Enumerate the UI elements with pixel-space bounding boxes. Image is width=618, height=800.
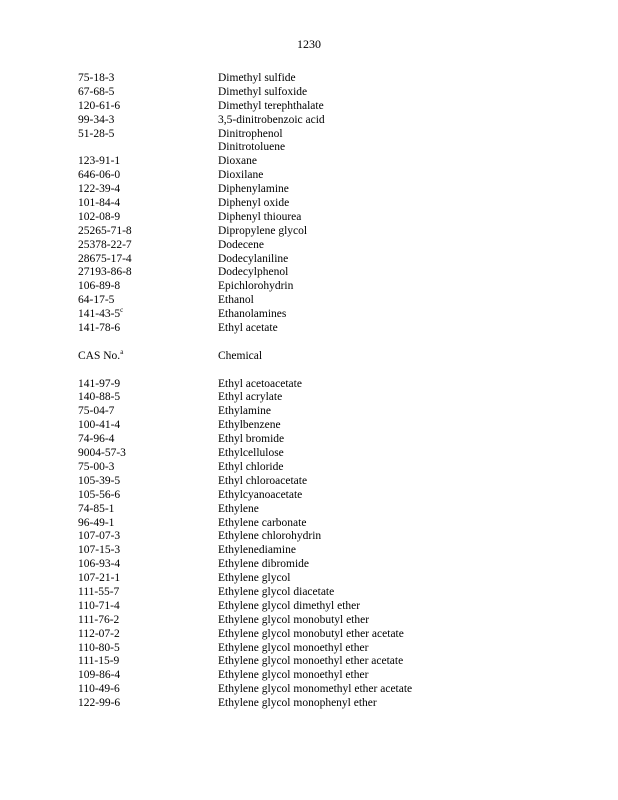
chemical-name: Ethylene carbonate [218,516,307,529]
chemical-name: Ethyl chloroacetate [218,474,308,487]
chemical-name: Ethylcyanoacetate [218,488,303,501]
cas-number: 67-68-5 [78,85,115,98]
cas-number: 101-84-4 [78,197,121,210]
table-row [78,225,498,239]
chemical-name: Ethylene [218,502,259,515]
table-row [78,558,498,572]
cas-number: 99-34-3 [78,113,115,126]
chemical-name: Ethylene glycol monoethyl ether [218,641,369,654]
table-header-row [78,347,498,364]
table-row [78,405,498,419]
page-number: 1230 [297,37,321,51]
cas-number: 75-00-3 [78,460,115,473]
cas-number: 123-91-1 [78,155,121,168]
table-section-2 [78,378,498,711]
chemical-name: Ethanolamines [218,308,287,321]
table-row [78,72,498,86]
chemical-name: Diphenyl oxide [218,197,290,210]
chemical-name: Ethylenediamine [218,544,296,557]
cas-number: 122-39-4 [78,183,121,196]
cas-number: 64-17-5 [78,294,115,307]
table-row [78,642,498,656]
cas-number: 25378-22-7 [78,238,132,251]
chemical-name: Ethyl acetate [218,322,278,335]
chemical-name: Dimethyl sulfoxide [218,85,308,98]
cas-number: 140-88-5 [78,391,121,404]
cas-number: 28675-17-4 [78,252,132,265]
chemical-name: Ethylene glycol diacetate [218,585,335,598]
chemical-name: Ethyl acrylate [218,391,283,404]
chemical-name: Ethyl acetoacetate [218,377,302,390]
table-row [78,294,498,308]
cas-number: 110-49-6 [78,683,120,696]
chemical-name: Ethylene glycol [218,572,291,585]
cas-number: 107-07-3 [78,530,121,543]
chemical-name: Ethylene glycol monoethyl ether acetate [218,655,404,668]
cas-number: 106-93-4 [78,558,121,571]
cas-number: 106-89-8 [78,280,121,293]
cas-number: 74-96-4 [78,433,115,446]
chemical-name: Diphenyl thiourea [218,210,302,223]
chemical-name: Dodecylaniline [218,252,289,265]
cas-number: 74-85-1 [78,502,115,515]
chemical-name: Dioxane [218,155,257,168]
cas-number: 27193-86-8 [78,266,132,279]
chemical-name: Dodecene [218,238,264,251]
table-row [78,280,498,294]
table-row [78,86,498,100]
cas-number: 111-76-2 [78,613,120,626]
chemical-table [78,72,498,711]
table-row [78,211,498,225]
section-gap [78,336,498,350]
table-row [78,183,498,197]
cas-number: 25265-71-8 [78,224,132,237]
table-section-1 [78,72,498,336]
cas-number: 111-55-7 [78,585,120,598]
chemical-name: Dioxilane [218,169,264,182]
table-row [78,669,498,683]
chemical-name: 3,5-dinitrobenzoic acid [218,113,325,126]
chemical-name: Ethyl bromide [218,433,285,446]
chemical-name: Dodecylphenol [218,266,289,279]
section-gap [78,364,498,378]
table-row [78,530,498,544]
cas-number: 111-15-9 [78,655,120,668]
table-row [78,503,498,517]
table-row [78,475,498,489]
cas-number: 120-61-6 [78,99,121,112]
chemical-name: Dimethyl sulfide [218,72,296,84]
table-row [78,128,498,142]
chemical-name: Ethylene glycol monobutyl ether [218,613,370,626]
cas-number: 96-49-1 [78,516,115,529]
cas-number: 112-07-2 [78,627,120,640]
cas-column-header: CAS No.$^a$ [78,347,124,362]
cas-number: 110-71-4 [78,599,120,612]
chemical-name: Ethyl chloride [218,460,284,473]
table-row [78,489,498,503]
chemical-name: Ethylene glycol monomethyl ether acetate [218,683,413,696]
chemical-name: Dipropylene glycol [218,224,308,237]
table-row [78,308,498,322]
chemical-name: Ethylene glycol monoethyl ether [218,669,369,682]
table-row [78,169,498,183]
table-row [78,391,498,405]
cas-number: 122-99-6 [78,697,121,710]
chemical-name: Diphenylamine [218,183,289,196]
chemical-name: Dinitrophenol [218,127,283,140]
table-row [78,239,498,253]
chemical-column-header: Chemical [218,349,263,362]
cas-number: 105-56-6 [78,488,121,501]
cas-number: 107-15-3 [78,544,121,557]
table-row [78,461,498,475]
table-row [78,614,498,628]
cas-number: 141-97-9 [78,377,121,390]
chemical-name: Ethylene glycol monophenyl ether [218,697,377,710]
cas-number: 110-80-5 [78,641,120,654]
cas-number: 100-41-4 [78,419,121,432]
table-row [78,141,498,155]
table-row [78,697,498,711]
table-row [78,253,498,267]
footnote-marker: a [120,347,124,356]
table-row [78,419,498,433]
chemical-name: Ethylene chlorohydrin [218,530,322,543]
table-row [78,266,498,280]
chemical-name: Dimethyl terephthalate [218,99,324,112]
chemical-name: Ethylbenzene [218,419,281,432]
chemical-name: Epichlorohydrin [218,280,294,293]
table-row [78,600,498,614]
footnote-marker: c [120,306,124,315]
table-row [78,683,498,697]
cas-number: 51-28-5 [78,127,115,140]
table-row [78,586,498,600]
chemical-name: Ethanol [218,294,254,307]
table-row [78,572,498,586]
table-row [78,100,498,114]
cas-number: 109-86-4 [78,669,121,682]
cas-number: 75-18-3 [78,72,115,84]
chemical-name: Ethylene dibromide [218,558,310,571]
table-row [78,517,498,531]
cas-number: 9004-57-3 [78,447,126,460]
cas-number: 102-08-9 [78,210,121,223]
cas-number: 646-06-0 [78,169,121,182]
cas-number: 75-04-7 [78,405,115,418]
table-row [78,322,498,336]
table-row [78,544,498,558]
table-row [78,155,498,169]
table-row [78,197,498,211]
chemical-name: Ethylcellulose [218,447,284,460]
table-row [78,655,498,669]
chemical-name: Ethylamine [218,405,272,418]
cas-number: 105-39-5 [78,474,121,487]
cas-number: 107-21-1 [78,572,121,585]
chemical-name: Ethylene glycol dimethyl ether [218,599,361,612]
table-row [78,378,498,392]
table-row [78,628,498,642]
cas-number: 141-43-5$^c$ [78,306,124,321]
table-row [78,114,498,128]
table-row [78,433,498,447]
table-row [78,447,498,461]
cas-number: 141-78-6 [78,322,121,335]
chemical-name: Dinitrotoluene [218,141,286,154]
chemical-name: Ethylene glycol monobutyl ether acetate [218,627,404,640]
